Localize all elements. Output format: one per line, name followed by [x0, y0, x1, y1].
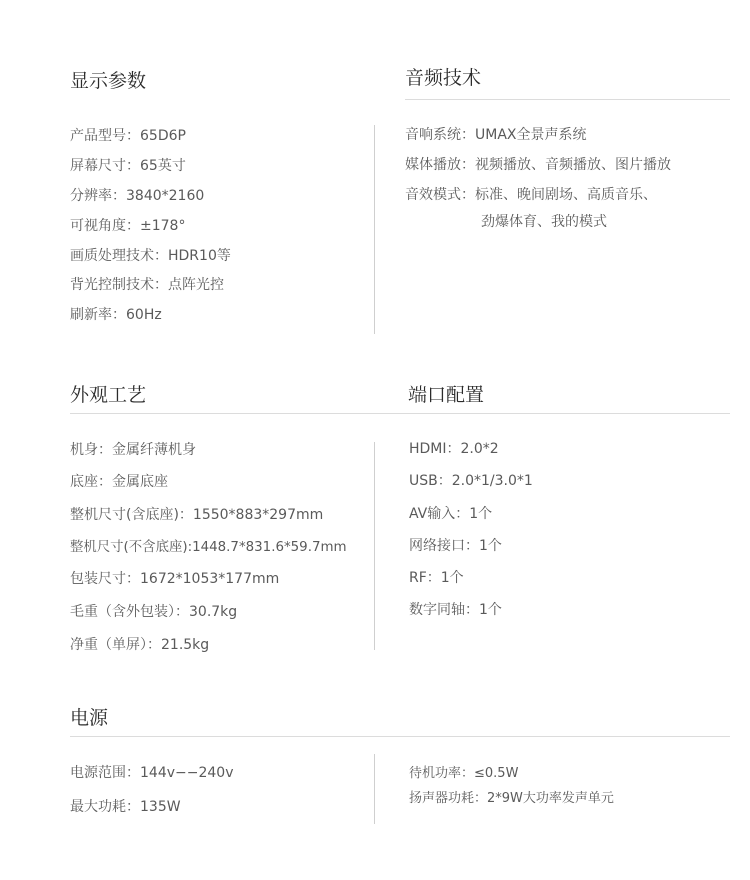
audio-title-divider [405, 99, 730, 100]
power-section-title: 电源 [70, 707, 109, 729]
display-section-title: 显示参数 [70, 70, 147, 92]
audio-spec-sound-modes-cont: 劲爆体育、我的模式 [481, 214, 607, 230]
display-spec-picture-tech: 画质处理技术：HDR10等 [70, 248, 231, 264]
section-column-divider [374, 442, 375, 650]
audio-spec-sound-modes: 音效模式：标准、晚间剧场、高质音乐、 [405, 187, 657, 203]
power-title-divider [70, 736, 730, 737]
power-spec-standby: 待机功率：≤0.5W [409, 766, 519, 781]
power-spec-range: 电源范围：144v−−240v [70, 765, 234, 781]
display-spec-backlight: 背光控制技术：点阵光控 [70, 277, 224, 293]
appearance-spec-size-with-stand: 整机尺寸(含底座)：1550*883*297mm [70, 507, 324, 523]
audio-spec-sound-system: 音响系统：UMAX全景声系统 [405, 127, 587, 143]
appearance-spec-size-without-stand: 整机尺寸(不含底座):1448.7*831.6*59.7mm [70, 540, 347, 555]
appearance-spec-package-size: 包装尺寸：1672*1053*177mm [70, 571, 280, 587]
ports-spec-av-input: AV输入：1个 [409, 506, 493, 522]
ports-spec-rf: RF：1个 [409, 570, 464, 586]
audio-spec-media-playback: 媒体播放：视频播放、音频播放、图片播放 [405, 157, 671, 173]
appearance-spec-body: 机身：金属纤薄机身 [70, 442, 196, 458]
display-spec-refresh-rate: 刷新率：60Hz [70, 307, 162, 323]
section-column-divider [374, 754, 375, 824]
ports-spec-network: 网络接口：1个 [409, 538, 502, 554]
section-column-divider [374, 125, 375, 334]
appearance-section-title: 外观工艺 [70, 384, 147, 406]
appearance-spec-net-weight: 净重（单屏）：21.5kg [70, 637, 210, 653]
display-spec-resolution: 分辨率：3840*2160 [70, 188, 205, 204]
ports-section-title: 端口配置 [408, 384, 485, 406]
display-spec-viewing-angle: 可视角度：±178° [70, 218, 186, 234]
display-spec-model: 产品型号：65D6P [70, 128, 186, 144]
ports-spec-hdmi: HDMI：2.0*2 [409, 441, 499, 457]
appearance-spec-gross-weight: 毛重（含外包装）：30.7kg [70, 604, 238, 620]
display-spec-screen-size: 屏幕尺寸：65英寸 [70, 158, 186, 174]
ports-spec-usb: USB：2.0*1/3.0*1 [409, 473, 533, 489]
audio-section-title: 音频技术 [405, 67, 482, 89]
power-spec-speaker: 扬声器功耗：2*9W大功率发声单元 [409, 791, 614, 806]
ports-spec-coaxial: 数字同轴：1个 [409, 602, 502, 618]
appearance-spec-stand: 底座：金属底座 [70, 474, 168, 490]
appearance-title-divider [70, 413, 730, 414]
power-spec-max-consumption: 最大功耗：135W [70, 799, 181, 815]
